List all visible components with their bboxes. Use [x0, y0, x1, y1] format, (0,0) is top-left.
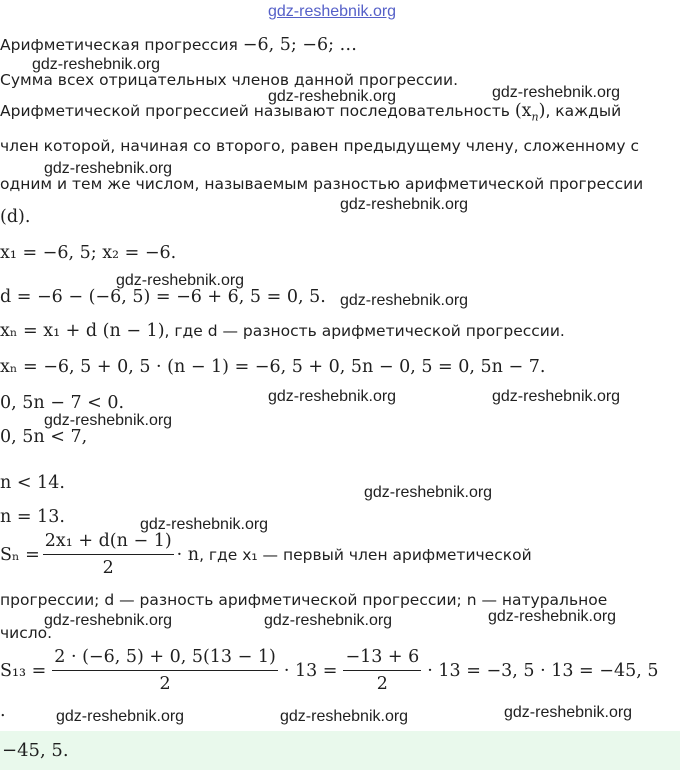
step-difference: d = −6 − (−6, 5) = −6 + 6, 5 = 0, 5. [0, 287, 326, 307]
step-sum-explain-2: число. [0, 624, 53, 642]
watermark: gdz-reshebnik.org [340, 292, 469, 309]
sum-formula-fraction: $\frac{\text{2x₁ + d(n − 1)}}{2}$ [44, 531, 172, 579]
step-sum-explain-1: прогрессии; d — разность арифметической прогрессии; n — натуральное [0, 591, 608, 609]
step-inequality-3: n < 14. [0, 473, 65, 493]
watermark: gdz-reshebnik.org [504, 704, 633, 721]
answer-box [0, 731, 680, 770]
watermark: gdz-reshebnik.org [492, 84, 621, 101]
problem-question: Сумма всех отрицательных членов данной прогрессии. [0, 71, 458, 89]
definition-line-1: Арифметической прогрессией называют последовательность $(x_n)$, каждый [0, 101, 622, 124]
definition-line-2: член которой, начиная со второго, равен предыдущему члену, сложенному с [0, 137, 639, 155]
step-first-terms: x₁ = −6, 5; x₂ = −6. [0, 243, 177, 263]
watermark: gdz-reshebnik.org [140, 516, 269, 533]
watermark: gdz-reshebnik.org [44, 412, 173, 429]
step-sum-formula: Sₙ = $\frac{\text{2x₁ + d(n − 1)}}{2}$ · n , где x₁ — первый член арифметической [0, 531, 532, 579]
step-inequality-1: 0, 5n − 7 < 0. [0, 393, 125, 413]
watermark: gdz-reshebnik.org [492, 388, 621, 405]
step-nth-term: xₙ = −6, 5 + 0, 5 · (n − 1) = −6, 5 + 0, 5n − 0, 5 = 0, 5n − 7. [0, 357, 546, 377]
watermark: gdz-reshebnik.org [268, 388, 397, 405]
step-sum-computation: S₁₃ = $\frac{2 \cdot (-6, 5) + 0, 5(13 - 1)}{2}$ · 13 = $\frac{-13 + 6}{2}$ · 13 = −3, 5 · 13 = −45, 5 [0, 647, 659, 695]
definition-line-3: одним и тем же числом, называемым разностью арифметической прогрессии [0, 175, 644, 193]
step-n-value: n = 13. [0, 507, 65, 527]
watermark: gdz-reshebnik.org [32, 56, 161, 73]
watermark-top[interactable]: gdz-reshebnik.org [268, 3, 397, 20]
problem-title: Арифметическая прогрессия −6, 5; −6; … [0, 35, 358, 55]
watermark: gdz-reshebnik.org [340, 196, 469, 213]
sum-fraction-2: $\frac{-13 + 6}{2}$ [345, 647, 420, 695]
definition-line-4: (d). [0, 207, 31, 227]
watermark: gdz-reshebnik.org [44, 612, 173, 629]
watermark: gdz-reshebnik.org [264, 612, 393, 629]
answer-value: −45, 5. [2, 740, 69, 761]
step-nth-term-formula: xₙ = x₁ + d (n − 1), где d — разность арифметической прогрессии. [0, 321, 565, 341]
watermark: gdz-reshebnik.org [488, 608, 617, 625]
watermark: gdz-reshebnik.org [116, 272, 245, 289]
watermark: gdz-reshebnik.org [280, 708, 409, 725]
watermark: gdz-reshebnik.org [44, 160, 173, 177]
step-inequality-2: 0, 5n < 7, [0, 427, 88, 447]
watermark: gdz-reshebnik.org [56, 708, 185, 725]
watermark: gdz-reshebnik.org [364, 484, 493, 501]
watermark: gdz-reshebnik.org [268, 88, 397, 105]
sum-fraction-1: $\frac{2 \cdot (-6, 5) + 0, 5(13 - 1)}{2}$ [54, 647, 276, 695]
step-sum-period: . [0, 701, 6, 721]
